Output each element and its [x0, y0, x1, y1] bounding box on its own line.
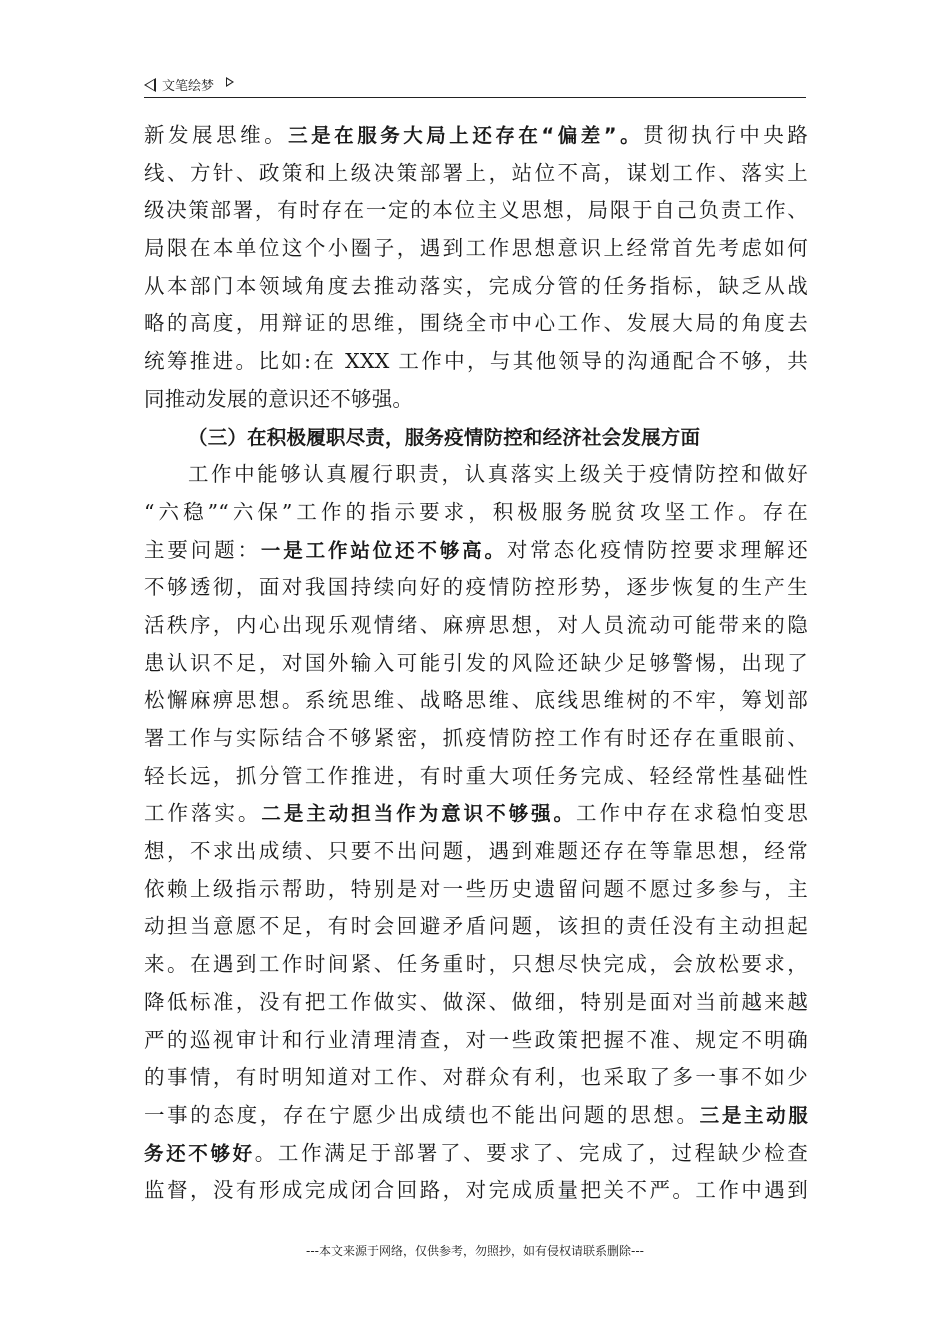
- text-run: 。工作满足于部署了、要求了、完成了，过程缺少检查: [254, 1140, 808, 1165]
- text-line: “六稳”“六保”工作的指示要求，积极服务脱贫攻坚工作。存在: [144, 499, 808, 524]
- triangle-left-icon: [144, 78, 156, 92]
- text-line: 患认识不足，对国外输入可能引发的风险还缺少足够警惕，出现了: [144, 650, 808, 675]
- page-footer: ---本文来源于网络，仅供参考，勿照抄，如有侵权请联系删除---: [306, 1244, 644, 1258]
- text-line: 严的巡视审计和行业清理清查，对一些政策把握不准、规定不明确: [144, 1027, 808, 1052]
- text-line: 监督，没有形成完成闭合回路，对完成质量把关不严。工作中遇到: [144, 1178, 808, 1203]
- text-line: 局限在本单位这个小圈子，遇到工作思想意识上经常首先考虑如何: [144, 236, 808, 261]
- bold-run: 务还不够好: [144, 1141, 255, 1165]
- text-run: 工作中存在求稳怕变思: [576, 801, 809, 826]
- bold-run: 三是在服务大局上还存在“偏差”。: [288, 124, 644, 147]
- page-header: [144, 72, 806, 98]
- header-brand: [144, 75, 234, 94]
- text-line: 来。在遇到工作时间紧、任务重时，只想尽快完成，会放松要求，: [144, 952, 808, 977]
- bold-run: 三是主动服: [699, 1103, 808, 1127]
- text-run: 主要问题：: [144, 537, 261, 562]
- text-line: 略的高度，用辩证的思维，围绕全市中心工作、发展大局的角度去: [144, 311, 808, 336]
- text-line: 不够透彻，面对我国持续向好的疫情防控形势，逐步恢复的生产生: [144, 575, 808, 600]
- text-line: 署工作与实际结合不够紧密，抓疫情防控工作有时还存在重眼前、: [144, 726, 808, 750]
- text-line: 同推动发展的意识还不够强。: [144, 386, 414, 411]
- text-line: 活秩序，内心出现乐观情绪、麻痹思想，对人员流动可能带来的隐: [144, 612, 808, 637]
- triangle-right-icon: [226, 77, 234, 87]
- text-line: 的事情，有时明知道对工作、对群众有利，也采取了多一事不如少: [144, 1065, 808, 1090]
- bold-run: 二是主动担当作为意识不够强。: [261, 802, 577, 826]
- text-run: 新发展思维。: [144, 123, 289, 147]
- text-line: [144, 117, 808, 155]
- text-run: 对常态化疫情防控要求理解还: [506, 537, 808, 562]
- bold-run: 一是工作站位还不够高。: [260, 538, 507, 562]
- text-run: 贯彻执行中央路: [643, 123, 808, 147]
- text-line: [144, 795, 808, 833]
- text-line: 降低标准，没有把工作做实、做深、做细，特别是面对当前越来越: [144, 989, 808, 1014]
- section-heading: （三）在积极履职尽责，服务疫情防控和经济社会发展方面: [188, 425, 701, 449]
- text-line: 想，不求出成绩、只要不出问题，遇到难题还存在等靠思想，经常: [144, 839, 808, 864]
- text-line: 工作中能够认真履行职责，认真落实上级关于疫情防控和做好: [188, 462, 808, 487]
- text-line: 轻长远，抓分管工作推进，有时重大项任务完成、轻经常性基础性: [144, 763, 808, 788]
- text-line: 松懈麻痹思想。系统思维、战略思维、底线思维树的不牢，筹划部: [144, 688, 808, 713]
- text-line: [144, 1135, 808, 1173]
- text-line: 级决策部署，有时存在一定的本位主义思想，局限于自己负责工作、: [144, 198, 808, 223]
- text-run: 一事的态度，存在宁愿少出成绩也不能出问题的思想。: [144, 1102, 700, 1127]
- text-line: 线、方针、政策和上级决策部署上，站位不高，谋划工作、落实上: [144, 160, 808, 185]
- text-line: [144, 1097, 808, 1135]
- text-line: 依赖上级指示帮助，特别是对一些历史遗留问题不愿过多参与，主: [144, 876, 808, 901]
- text-run: 工作落实。: [144, 801, 262, 826]
- text-line: [144, 532, 808, 570]
- text-line: 统筹推进。比如:在 XXX 工作中，与其他领导的沟通配合不够，共: [144, 349, 808, 374]
- text-line: 从本部门本领域角度去推动落实，完成分管的任务指标，缺乏从战: [144, 273, 808, 298]
- text-line: 动担当意愿不足，有时会回避矛盾问题，该担的责任没有主动担起: [144, 914, 808, 939]
- document-body: [144, 117, 808, 1210]
- header-title: 文笔绘梦: [162, 79, 215, 94]
